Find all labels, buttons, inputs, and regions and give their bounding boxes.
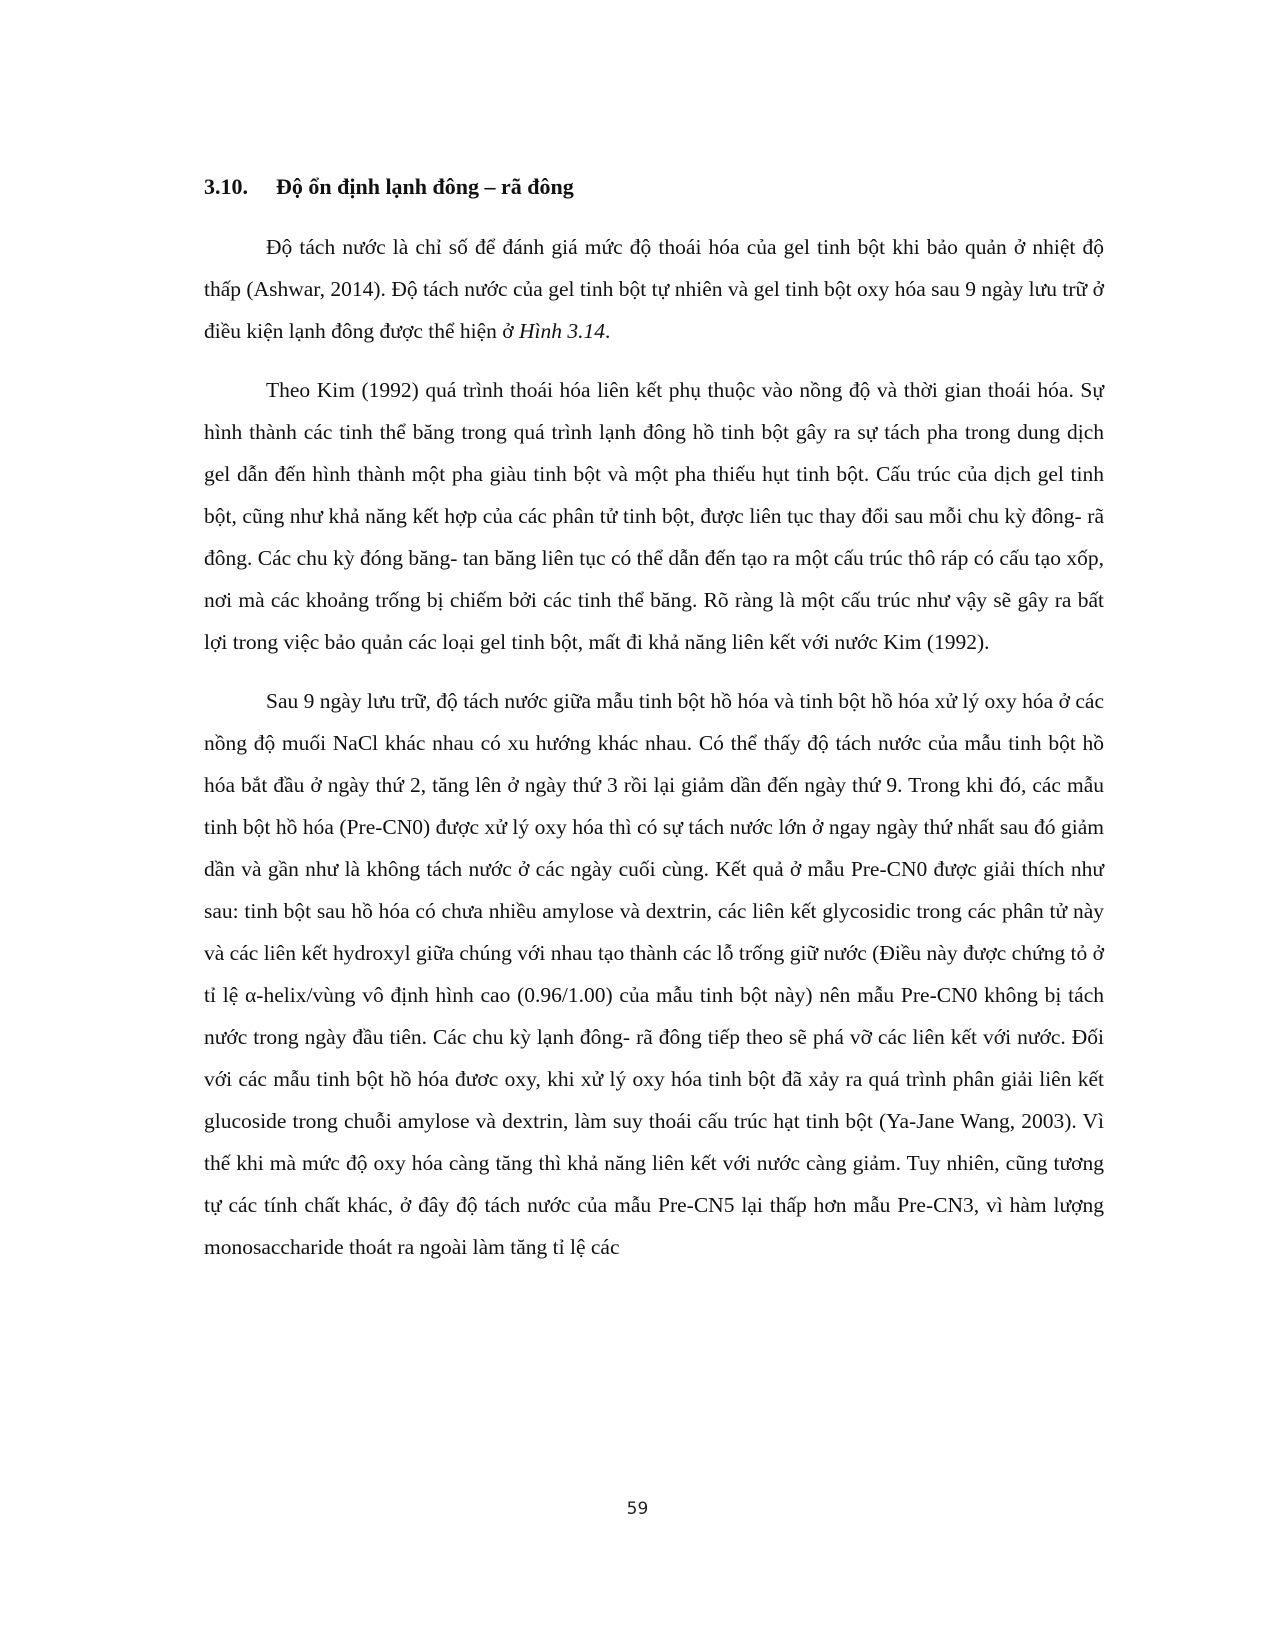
paragraph-intro-text: Độ tách nước là chỉ số để đánh giá mức độ thoái hóa của gel tinh bột khi bảo quản ở nhiệt độ thấp (Ashwar, 2014). Độ tách nước của gel tinh bột tự nhiên và gel tinh bột oxy hóa sau 9 ngày lưu trữ ở điều kiện lạnh đông được thể hiện ở bbox=[204, 235, 1104, 343]
section-heading bbox=[204, 174, 574, 200]
paragraph-results: Sau 9 ngày lưu trữ, độ tách nước giữa mẫu tinh bột hồ hóa và tinh bột hồ hóa xử lý oxy hóa ở các nồng độ muối NaCl khác nhau có xu hướng khác nhau. Có thể thấy độ tách nước của mẫu tinh bột hồ hóa bắt đầu ở ngày thứ 2, tăng lên ở ngày thứ 3 rồi lại giảm dần đến ngày thứ 9. Trong khi đó, các mẫu tinh bột hồ hóa (Pre-CN0) được xử lý oxy hóa thì có sự tách nước lớn ở ngay ngày thứ nhất sau đó giảm dần và gần như là không tách nước ở các ngày cuối cùng. Kết quả ở mẫu Pre-CN0 được giải thích như sau: tinh bột sau hồ hóa có chưa nhiều amylose và dextrin, các liên kết glycosidic trong các phân tử này và các liên kết hydroxyl giữa chúng với nhau tạo thành các lỗ trống giữ nước (Điều này được chứng tỏ ở tỉ lệ α-helix/vùng vô định hình cao (0.96/1.00) của mẫu tinh bột này) nên mẫu Pre-CN0 không bị tách nước trong ngày đầu tiên. Các chu kỳ lạnh đông- rã đông tiếp theo sẽ phá vỡ các liên kết với nước. Đối với các mẫu tinh bột hồ hóa đươc oxy, khi xử lý oxy hóa tinh bột đã xảy ra quá trình phân giải liên kết glucoside trong chuỗi amylose và dextrin, làm suy thoái cấu trúc hạt tinh bột (Ya-Jane Wang, 2003). Vì thế khi mà mức độ oxy hóa càng tăng thì khả năng liên kết với nước càng giảm. Tuy nhiên, cũng tương tự các tính chất khác, ở đây độ tách nước của mẫu Pre-CN5 lại thấp hơn mẫu Pre-CN3, vì hàm lượng monosaccharide thoát ra ngoài làm tăng tỉ lệ các bbox=[204, 689, 1104, 1259]
section-number: 3.10. bbox=[204, 174, 248, 199]
section-title: Độ ổn định lạnh đông – rã đông bbox=[276, 174, 574, 199]
figure-reference: Hình 3.14 bbox=[519, 319, 606, 343]
body-text bbox=[204, 226, 1104, 1268]
paragraph-intro-end: . bbox=[605, 319, 611, 343]
paragraph-intro bbox=[204, 226, 1104, 352]
paragraph-kim-theory: Theo Kim (1992) quá trình thoái hóa liên kết phụ thuộc vào nồng độ và thời gian thoái hóa. Sự hình thành các tinh thể băng trong quá trình lạnh đông hồ tinh bột gây ra sự tách pha trong dung dịch gel dẫn đến hình thành một pha giàu tinh bột và một pha thiếu hụt tinh bột. Cấu trúc của dịch gel tinh bột, cũng như khả năng kết hợp của các phân tử tinh bột, được liên tục thay đổi sau mỗi chu kỳ đông- rã đông. Các chu kỳ đóng băng- tan băng liên tục có thể dẫn đến tạo ra một cấu trúc thô ráp có cấu tạo xốp, nơi mà các khoảng trống bị chiếm bởi các tinh thể băng. Rõ ràng là một cấu trúc như vậy sẽ gây ra bất lợi trong việc bảo quản các loại gel tinh bột, mất đi khả năng liên kết với nước Kim (1992). bbox=[204, 378, 1104, 654]
page-number: 59 bbox=[626, 1499, 649, 1519]
